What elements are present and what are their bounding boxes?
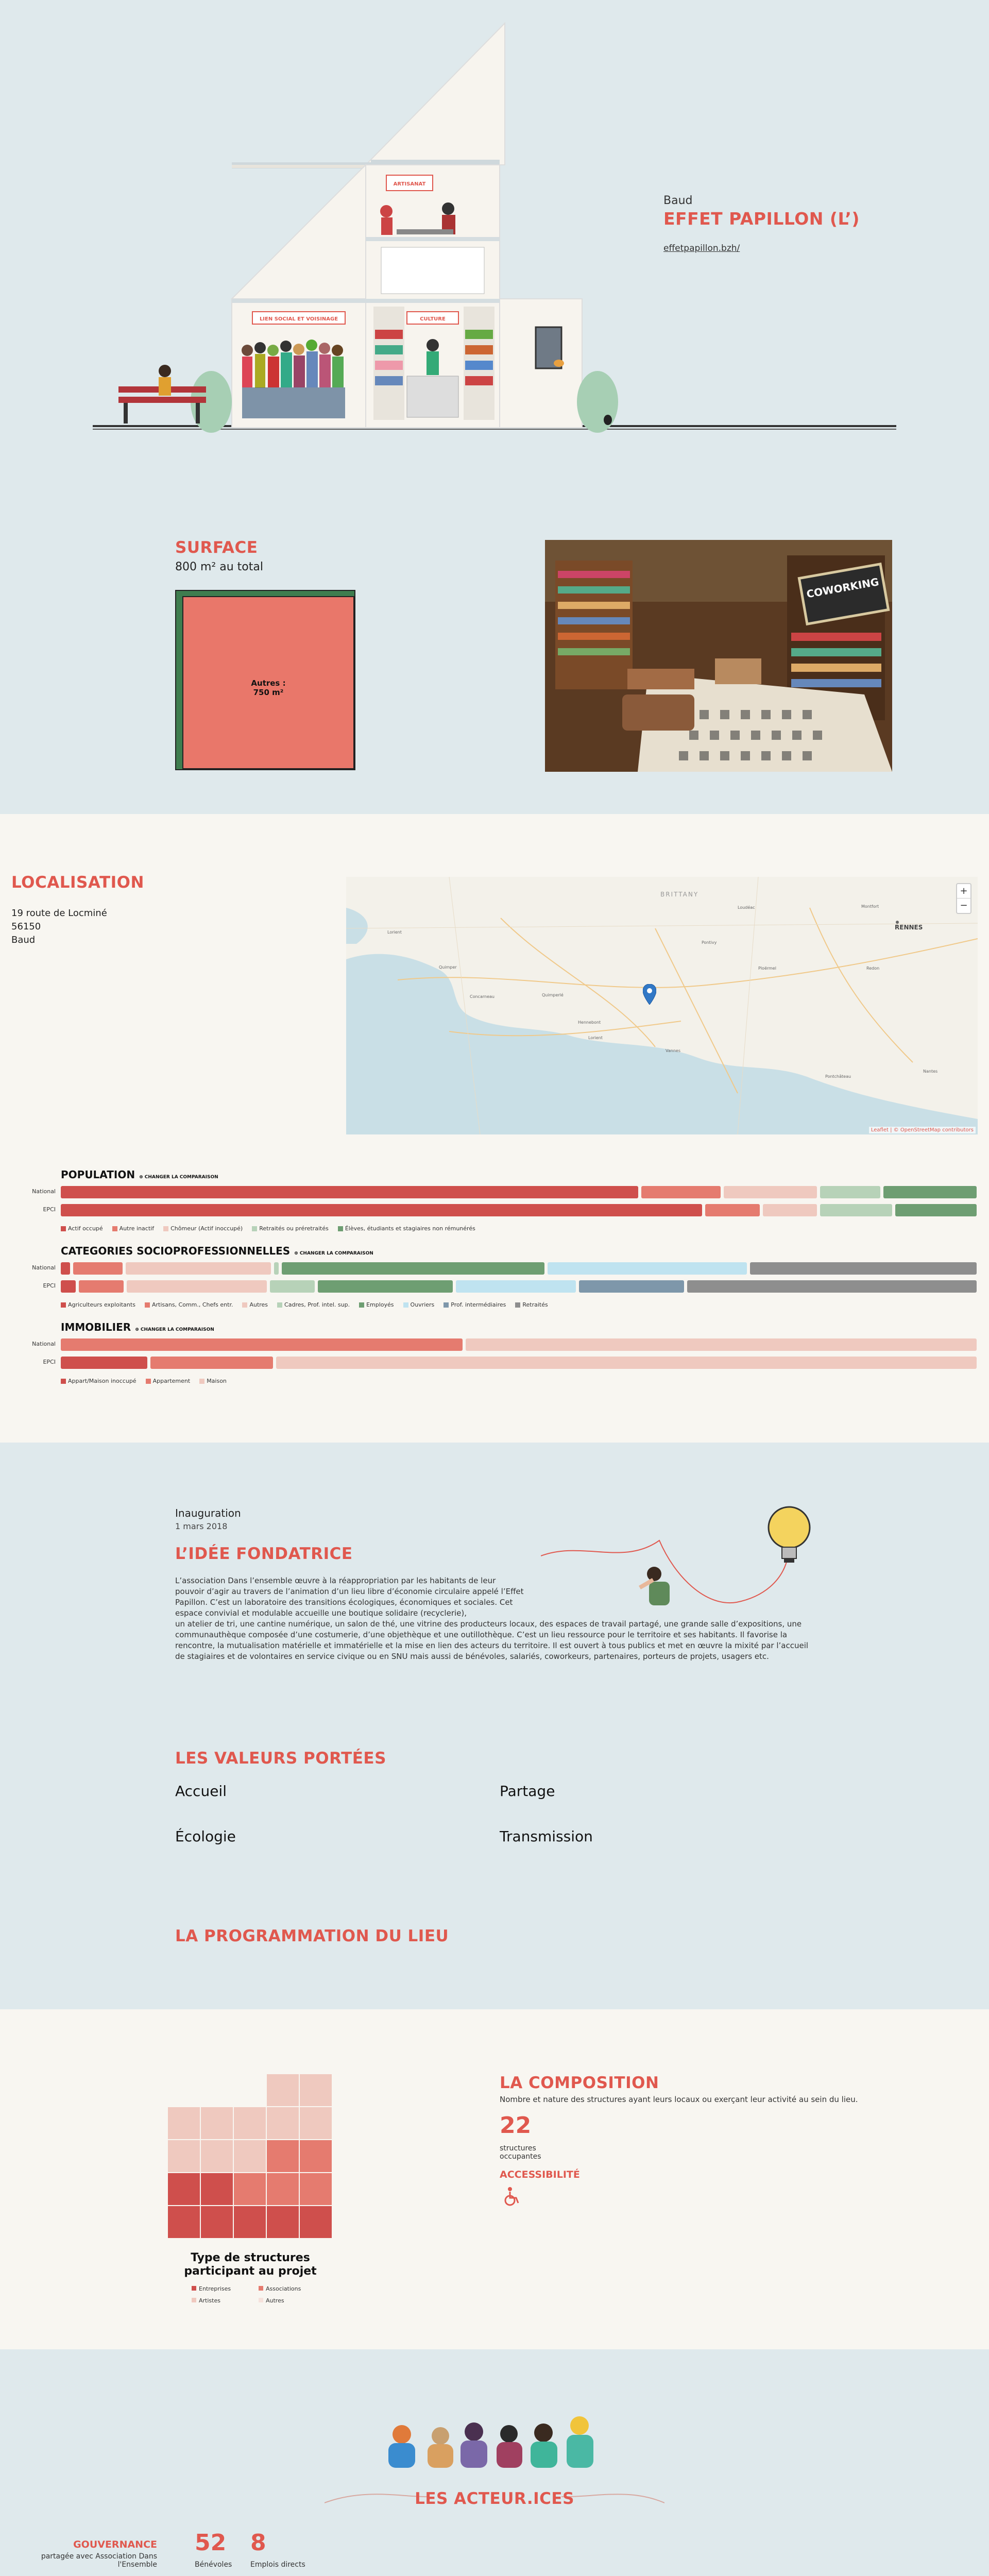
bar-segment — [456, 1280, 576, 1293]
waffle-cell — [267, 2107, 299, 2139]
svg-text:Pontivy: Pontivy — [702, 940, 717, 945]
svg-text:Quimper: Quimper — [439, 965, 457, 970]
gouvernance-text-2: l'Ensemble — [117, 2561, 157, 2569]
bar-segment — [763, 1204, 817, 1216]
legend-item — [199, 1378, 227, 1384]
waffle-cell — [234, 2140, 266, 2172]
legend-swatch — [61, 1302, 66, 1308]
waffle-cell — [201, 2173, 233, 2205]
legend-swatch — [163, 1226, 168, 1231]
idee-paragraph-2: un atelier de tri, une cantine numérique, un salon de thé, une vitrine des producteurs locaux, des espaces de travail partagé, une grande salle d’expositions, une communauthèque composée d’une costumerie, d’une objethèque et une outillothèque. C’est un lieu ressource pour le territoire et ses habitants. Il favorise la rencontre, la mutualisation matérielle et immatérielle et la mise en lien des acteurs du territoire. Il est ouvert à tous publics et met en œuvre la mixité par l’accueil de stagiaires et de volontaires en service civique ou en SNU mais aussi de bénévoles, salariés, coworkeurs, partenaires, porteurs de projets, usagers etc. — [175, 1619, 809, 1661]
bar-segment — [61, 1338, 463, 1351]
bar-segment — [466, 1338, 977, 1351]
emplois-value: 8 — [250, 2530, 266, 2556]
population-national-bar — [61, 1186, 977, 1198]
bar-segment — [276, 1357, 977, 1369]
population-title: POPULATION ⊕ CHANGER LA COMPARAISON — [61, 1168, 218, 1181]
legend-label: Artistes — [199, 2297, 220, 2304]
surface-block-label: Autres : 750 m² — [251, 679, 286, 697]
inauguration-label: Inauguration — [175, 1507, 241, 1519]
localisation-title: LOCALISATION — [11, 873, 144, 892]
population-epci-label: EPCI — [43, 1206, 56, 1213]
waffle-cell — [234, 2206, 266, 2238]
immobilier-epci-bar — [61, 1357, 977, 1369]
svg-text:Vannes: Vannes — [666, 1048, 680, 1053]
immobilier-title: IMMOBILIER ⊕ CHANGER LA COMPARAISON — [61, 1321, 214, 1333]
bar-segment — [883, 1186, 977, 1198]
waffle-cell — [168, 2140, 200, 2172]
idee-title: L’IDÉE FONDATRICE — [175, 1545, 353, 1563]
legend-label: Appartement — [152, 1378, 191, 1384]
svg-text:Hennebont: Hennebont — [578, 1020, 601, 1025]
address-line-3: Baud — [11, 935, 36, 945]
map-attribution[interactable]: Leaflet | © OpenStreetMap contributors — [869, 1127, 976, 1133]
legend-swatch — [61, 1379, 66, 1384]
bar-segment — [127, 1280, 267, 1293]
waffle-cell — [267, 2206, 299, 2238]
programmation-title: LA PROGRAMMATION DU LIEU — [175, 1927, 449, 1945]
svg-text:Ploërmel: Ploërmel — [758, 966, 776, 971]
legend-label: Prof. intermédiaires — [451, 1301, 506, 1308]
legend-label: Ouvriers — [410, 1301, 435, 1308]
surface-section — [0, 479, 989, 814]
zoom-out-button[interactable]: − — [960, 900, 968, 911]
composition-title: LA COMPOSITION — [500, 2074, 659, 2092]
legend-swatch — [515, 1302, 520, 1308]
legend-item — [259, 2297, 326, 2304]
csp-epci-label: EPCI — [43, 1282, 56, 1289]
legend-item — [146, 1378, 191, 1384]
city-name: Baud — [663, 194, 693, 207]
legend-label: Employés — [366, 1301, 394, 1308]
legend-label: Cadres, Prof. intel. sup. — [284, 1301, 350, 1308]
legend-label: Appart/Maison inoccupé — [68, 1378, 137, 1384]
legend-label: Actif occupé — [68, 1225, 103, 1232]
legend-item — [338, 1225, 475, 1232]
inauguration-date: 1 mars 2018 — [175, 1521, 228, 1531]
legend-swatch — [359, 1302, 364, 1308]
svg-text:Nantes: Nantes — [923, 1069, 938, 1074]
csp-national-label: National — [32, 1264, 56, 1271]
hero-section — [0, 0, 989, 479]
benevoles-label: Bénévoles — [195, 2561, 232, 2569]
bar-segment — [150, 1357, 273, 1369]
legend-label: Élèves, étudiants et stagiaires non rémunérés — [345, 1225, 475, 1232]
bar-segment — [79, 1280, 124, 1293]
bar-segment — [820, 1186, 881, 1198]
bar-segment — [61, 1262, 70, 1275]
address-line-2: 56150 — [11, 921, 41, 932]
bar-segment — [724, 1186, 817, 1198]
bar-segment — [687, 1280, 977, 1293]
bar-segment — [61, 1186, 638, 1198]
map[interactable] — [346, 877, 978, 1134]
legend-label: Entreprises — [199, 2285, 231, 2292]
bar-segment — [318, 1280, 453, 1293]
immobilier-national-bar — [61, 1338, 977, 1351]
legend-item — [192, 2297, 259, 2304]
map-zoom-control — [956, 883, 971, 914]
idee-paragraph-1: L’association Dans l’ensemble œuvre à la réappropriation par les habitants de leur pouvoir d’agir au travers de l’animation d’un lieu libre d’économie circulaire appelé l’Effet Papillon. C’est un laboratoire des transitions écologiques, économiques et sociales. Cet espace convivial et modulable accueille une boutique solidaire (recyclerie), — [175, 1576, 524, 1618]
legend-swatch — [277, 1302, 282, 1308]
gouvernance-label: GOUVERNANCE — [73, 2539, 157, 2550]
zoom-in-button[interactable]: + — [957, 884, 970, 899]
acteurs-title: LES ACTEUR.ICES — [415, 2489, 574, 2508]
bar-segment — [579, 1280, 684, 1293]
csp-epci-bar — [61, 1280, 977, 1293]
valeur-ecologie: Écologie — [175, 1828, 236, 1845]
legend-item — [61, 1378, 137, 1384]
composition-legend — [192, 2285, 326, 2304]
legend-label: Retraités — [522, 1301, 548, 1308]
place-photo — [545, 540, 892, 772]
waffle-cell — [168, 2173, 200, 2205]
waffle-cell — [300, 2206, 332, 2238]
bar-segment — [895, 1204, 977, 1216]
legend-label: Autres — [249, 1301, 268, 1308]
waffle-cell — [234, 2173, 266, 2205]
waffle-cell — [168, 2107, 200, 2139]
waffle-cell — [300, 2140, 332, 2172]
legend-item — [403, 1301, 435, 1308]
legend-swatch — [403, 1302, 408, 1308]
place-name: EFFET PAPILLON (L’) — [663, 209, 860, 229]
valeur-transmission: Transmission — [500, 1828, 593, 1845]
bar-segment — [282, 1262, 544, 1275]
legend-label: Associations — [266, 2285, 301, 2292]
composition-section — [0, 2009, 989, 2349]
waffle-cell — [300, 2074, 332, 2106]
emplois-label: Emplois directs — [250, 2561, 305, 2569]
waffle-cell — [234, 2107, 266, 2139]
wheelchair-icon — [503, 2187, 520, 2206]
immobilier-compare-link[interactable]: ⊕ CHANGER LA COMPARAISON — [135, 1327, 214, 1332]
acteurs-section — [0, 2349, 989, 2576]
bar-segment — [820, 1204, 892, 1216]
legend-item — [112, 1225, 154, 1232]
composition-waffle-chart — [168, 2074, 333, 2239]
legend-swatch — [338, 1226, 343, 1231]
legend-item — [242, 1301, 268, 1308]
svg-text:CULTURE: CULTURE — [420, 316, 446, 322]
legend-swatch — [192, 2298, 196, 2302]
legend-item — [145, 1301, 233, 1308]
legend-label: Autre inactif — [119, 1225, 155, 1232]
legend-item — [259, 2285, 326, 2292]
legend-swatch — [146, 1379, 151, 1384]
localisation-section — [0, 814, 989, 1443]
waffle-cell — [201, 2107, 233, 2139]
legend-label: Autres — [266, 2297, 284, 2304]
svg-text:Concarneau: Concarneau — [470, 994, 494, 999]
bar-segment — [73, 1262, 123, 1275]
waffle-cell — [168, 2206, 200, 2238]
legend-item — [61, 1225, 103, 1232]
gouvernance-block — [10, 2539, 157, 2569]
svg-text:Montfort: Montfort — [861, 904, 879, 909]
valeur-partage: Partage — [500, 1783, 555, 1800]
legend-item — [163, 1225, 243, 1232]
legend-label: Chômeur (Actif inoccupé) — [170, 1225, 243, 1232]
svg-text:Lorient: Lorient — [387, 930, 402, 935]
legend-swatch — [199, 1379, 204, 1384]
waffle-cell — [201, 2206, 233, 2238]
legend-item — [444, 1301, 506, 1308]
bar-segment — [126, 1262, 271, 1275]
legend-swatch — [192, 2286, 196, 2291]
bar-segment — [705, 1204, 759, 1216]
address-line-1: 19 route de Locminé — [11, 908, 107, 919]
legend-item — [61, 1301, 135, 1308]
legend-swatch — [242, 1302, 247, 1308]
waffle-cell — [267, 2140, 299, 2172]
svg-text:BRITTANY: BRITTANY — [660, 891, 699, 898]
legend-swatch — [145, 1302, 150, 1308]
legend-swatch — [61, 1226, 66, 1231]
legend-swatch — [259, 2298, 263, 2302]
svg-text:ARTISANAT: ARTISANAT — [393, 181, 426, 187]
bar-segment — [61, 1357, 147, 1369]
bar-segment — [641, 1186, 721, 1198]
csp-title: CATEGORIES SOCIOPROFESSIONNELLES ⊕ CHANGER LA COMPARAISON — [61, 1245, 373, 1257]
legend-item — [277, 1301, 350, 1308]
composition-chart-title: Type de structures participant au projet — [184, 2251, 317, 2278]
legend-swatch — [259, 2286, 263, 2291]
legend-label: Retraités ou préretraités — [259, 1225, 329, 1232]
svg-text:RENNES: RENNES — [895, 924, 923, 931]
svg-text:Pontchâteau: Pontchâteau — [825, 1074, 851, 1079]
surface-block-inner — [182, 596, 354, 769]
legend-label: Artisans, Comm., Chefs entr. — [151, 1301, 233, 1308]
legend-swatch — [112, 1226, 117, 1231]
waffle-cell — [300, 2173, 332, 2205]
svg-text:Quimperlé: Quimperlé — [542, 993, 564, 997]
csp-compare-link[interactable]: ⊕ CHANGER LA COMPARAISON — [294, 1251, 373, 1256]
valeurs-title: LES VALEURS PORTÉES — [175, 1749, 386, 1768]
location-marker-icon[interactable] — [643, 984, 656, 1005]
csp-national-bar — [61, 1262, 977, 1275]
idee-section — [0, 1443, 989, 2009]
svg-text:Redon: Redon — [866, 966, 880, 971]
legend-item — [252, 1225, 329, 1232]
website-link[interactable]: effetpapillon.bzh/ — [663, 243, 740, 253]
acteurs-illustration — [381, 2411, 613, 2468]
legend-item — [515, 1301, 548, 1308]
legend-swatch — [444, 1302, 449, 1308]
bar-segment — [61, 1280, 76, 1293]
map-tiles — [346, 877, 978, 1134]
legend-label: Agriculteurs exploitants — [68, 1301, 135, 1308]
legend-item — [192, 2285, 259, 2292]
immobilier-legend — [61, 1378, 227, 1384]
waffle-cell — [300, 2107, 332, 2139]
population-epci-bar — [61, 1204, 977, 1216]
legend-label: Maison — [207, 1378, 227, 1384]
population-national-label: National — [32, 1188, 56, 1195]
waffle-cell — [267, 2074, 299, 2106]
bar-segment — [274, 1262, 279, 1275]
svg-text:Lorient: Lorient — [588, 1036, 603, 1040]
structures-count: 22 — [500, 2112, 532, 2139]
surface-title: SURFACE — [175, 538, 258, 557]
accessibilite-label: ACCESSIBILITÉ — [500, 2169, 580, 2180]
surface-total: 800 m² au total — [175, 561, 263, 573]
bar-segment — [61, 1204, 702, 1216]
bar-segment — [270, 1280, 315, 1293]
legend-item — [359, 1301, 394, 1308]
svg-text:Loudéac: Loudéac — [738, 905, 755, 910]
population-legend — [61, 1225, 475, 1232]
population-compare-link[interactable]: ⊕ CHANGER LA COMPARAISON — [139, 1175, 218, 1180]
bar-segment — [548, 1262, 747, 1275]
svg-text:LIEN SOCIAL ET VOISINAGE: LIEN SOCIAL ET VOISINAGE — [259, 316, 338, 322]
immobilier-epci-label: EPCI — [43, 1359, 56, 1365]
valeur-accueil: Accueil — [175, 1783, 227, 1800]
tiers-lieu-illustration — [93, 21, 896, 443]
bar-segment — [750, 1262, 977, 1275]
surface-block — [175, 590, 355, 770]
waffle-cell — [201, 2140, 233, 2172]
waffle-cell — [267, 2173, 299, 2205]
legend-swatch — [252, 1226, 257, 1231]
lightbulb-illustration — [541, 1504, 829, 1633]
composition-description: Nombre et nature des structures ayant leurs locaux ou exerçant leur activité au sein du lieu. — [500, 2095, 858, 2104]
svg-text:COWORKING: COWORKING — [805, 575, 880, 601]
csp-legend — [61, 1301, 548, 1308]
immobilier-national-label: National — [32, 1341, 56, 1347]
structures-count-label: structures occupantes — [500, 2144, 541, 2161]
benevoles-value: 52 — [195, 2530, 227, 2556]
gouvernance-text-1: partagée avec Association Dans — [41, 2552, 157, 2561]
